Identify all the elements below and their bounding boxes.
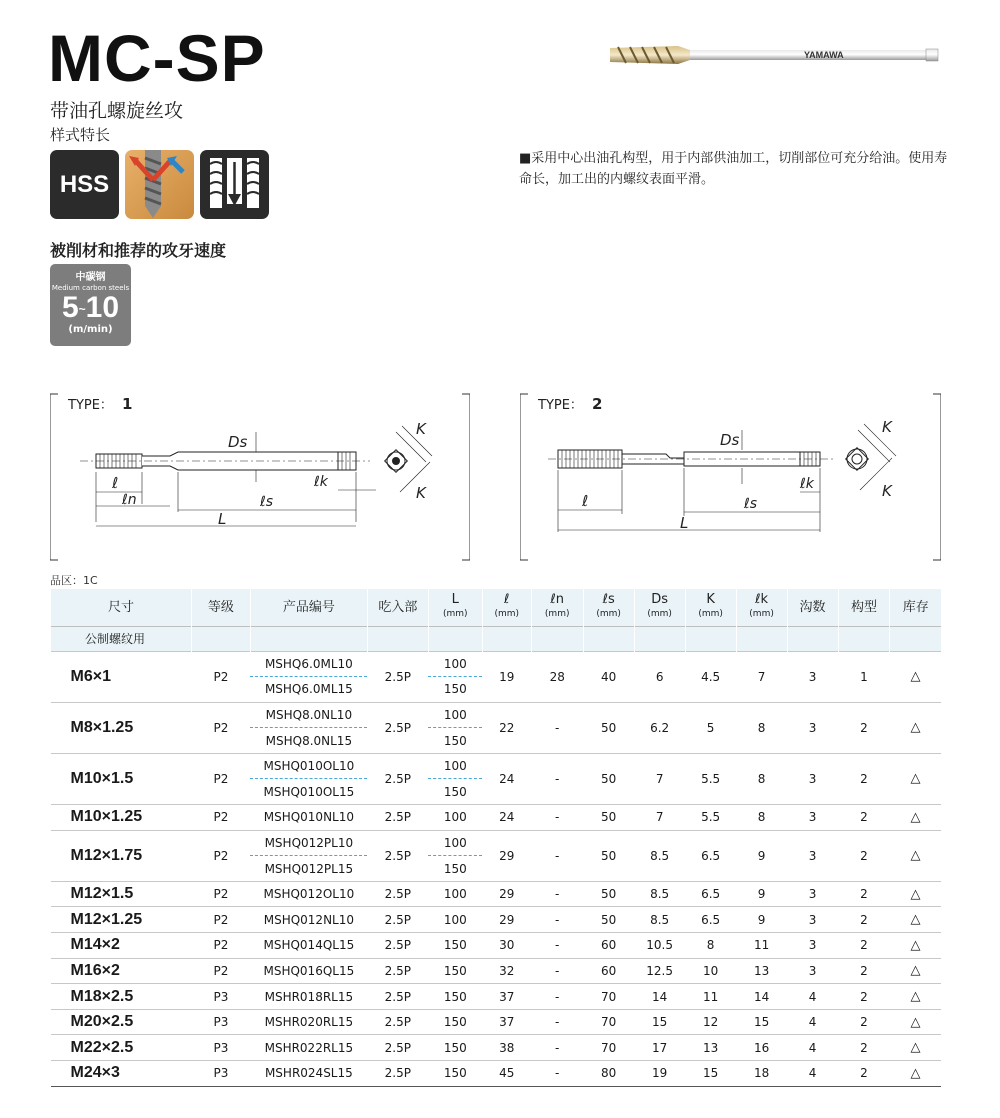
shank-length-cell: 60 — [583, 933, 634, 959]
dim2-k-bottom: K — [882, 482, 892, 500]
square-length-cell: 7 — [736, 651, 787, 702]
speed-value: 5~10 — [61, 291, 120, 324]
chamfer-cell: 2.5P — [367, 805, 428, 831]
chamfer-cell: 2.5P — [367, 933, 428, 959]
chamfer-cell: 2.5P — [367, 984, 428, 1010]
neck-length-cell: - — [531, 984, 583, 1010]
neck-length-cell: - — [531, 753, 583, 804]
square-length-cell: 9 — [736, 830, 787, 881]
grade-cell: P2 — [191, 830, 250, 881]
shank-length-cell: 50 — [583, 702, 634, 753]
dim-ln: ℓn — [122, 492, 137, 508]
flutes-cell: 3 — [787, 830, 838, 881]
grade-cell: P2 — [191, 702, 250, 753]
stock-cell: △ — [890, 907, 941, 933]
grade-cell: P3 — [191, 1035, 250, 1061]
product-code-cell: MSHQ014QL15 — [250, 933, 367, 959]
product-code-cell: MSHQ010OL15 — [250, 779, 367, 805]
flutes-cell: 3 — [787, 651, 838, 702]
flutes-cell: 4 — [787, 984, 838, 1010]
thread-length-cell: 22 — [482, 702, 531, 753]
square-cell: 6.5 — [685, 907, 736, 933]
shank-length-cell: 70 — [583, 1009, 634, 1035]
chamfer-cell: 2.5P — [367, 1035, 428, 1061]
product-code-cell: MSHR022RL15 — [250, 1035, 367, 1061]
size-cell: M6×1 — [51, 651, 192, 702]
size-cell: M12×1.75 — [51, 830, 192, 881]
brand-text: YAMAWA — [804, 50, 844, 60]
hss-icon — [50, 150, 119, 219]
square-cell: 4.5 — [685, 651, 736, 702]
speed-unit: (m/min) — [68, 324, 113, 336]
shank-dia-cell: 6 — [634, 651, 685, 702]
table-row — [51, 958, 942, 984]
type2-number: 2 — [592, 395, 603, 413]
shank-length-cell: 70 — [583, 1035, 634, 1061]
shank-dia-cell: 8.5 — [634, 881, 685, 907]
length-cell: 100 — [428, 651, 482, 677]
length-cell: 150 — [428, 958, 482, 984]
type-cell: 2 — [838, 881, 890, 907]
column-header: ℓk (mm) — [736, 589, 787, 626]
stock-cell: △ — [890, 1009, 941, 1035]
chamfer-cell: 2.5P — [367, 958, 428, 984]
type-cell: 2 — [838, 805, 890, 831]
flutes-cell: 3 — [787, 881, 838, 907]
dim2-lk: ℓk — [800, 476, 814, 492]
thread-length-cell: 32 — [482, 958, 531, 984]
shank-dia-cell: 7 — [634, 753, 685, 804]
type-cell: 2 — [838, 1009, 890, 1035]
chamfer-cell: 2.5P — [367, 907, 428, 933]
table-row — [51, 1035, 942, 1061]
dim2-k-top: K — [882, 418, 892, 436]
thread-length-cell: 38 — [482, 1035, 531, 1061]
product-tier: 品区：1C — [50, 574, 98, 587]
thread-length-cell: 29 — [482, 830, 531, 881]
flutes-cell: 4 — [787, 1035, 838, 1061]
product-code-cell: MSHQ010NL10 — [250, 805, 367, 831]
chamfer-cell: 2.5P — [367, 1061, 428, 1087]
flutes-cell: 3 — [787, 805, 838, 831]
type-cell: 2 — [838, 702, 890, 753]
type-cell: 2 — [838, 830, 890, 881]
flutes-cell: 3 — [787, 933, 838, 959]
length-cell: 100 — [428, 881, 482, 907]
chamfer-cell: 2.5P — [367, 881, 428, 907]
flutes-cell: 3 — [787, 753, 838, 804]
column-header: ℓs (mm) — [583, 589, 634, 626]
column-header: ℓ (mm) — [482, 589, 531, 626]
column-header: Ds (mm) — [634, 589, 685, 626]
table-row — [51, 753, 942, 779]
grade-cell: P2 — [191, 881, 250, 907]
stock-cell: △ — [890, 830, 941, 881]
square-length-cell: 9 — [736, 907, 787, 933]
square-cell: 13 — [685, 1035, 736, 1061]
length-cell: 150 — [428, 1009, 482, 1035]
length-cell: 100 — [428, 805, 482, 831]
thread-length-cell: 24 — [482, 805, 531, 831]
shank-length-cell: 60 — [583, 958, 634, 984]
product-style: 样式特长 — [50, 126, 111, 144]
column-header: ℓn (mm) — [531, 589, 583, 626]
stock-cell: △ — [890, 933, 941, 959]
column-header: K (mm) — [685, 589, 736, 626]
flutes-cell: 3 — [787, 907, 838, 933]
shank-length-cell: 50 — [583, 805, 634, 831]
square-length-cell: 14 — [736, 984, 787, 1010]
dim-ds: Ds — [228, 433, 248, 451]
type2-label: TYPE： — [538, 398, 583, 413]
length-cell: 150 — [428, 779, 482, 805]
grade-cell: P2 — [191, 907, 250, 933]
square-cell: 6.5 — [685, 881, 736, 907]
hss-label: HSS — [59, 170, 110, 198]
square-length-cell: 8 — [736, 702, 787, 753]
product-code-cell: MSHQ6.0ML15 — [250, 677, 367, 703]
shank-dia-cell: 17 — [634, 1035, 685, 1061]
neck-length-cell: - — [531, 958, 583, 984]
thread-length-cell: 30 — [482, 933, 531, 959]
square-length-cell: 8 — [736, 753, 787, 804]
stock-cell: △ — [890, 805, 941, 831]
table-row — [51, 984, 942, 1010]
flutes-cell: 3 — [787, 958, 838, 984]
stock-cell: △ — [890, 958, 941, 984]
length-cell: 100 — [428, 830, 482, 856]
shank-dia-cell: 8.5 — [634, 830, 685, 881]
neck-length-cell: - — [531, 830, 583, 881]
shank-length-cell: 80 — [583, 1061, 634, 1087]
size-cell: M16×2 — [51, 958, 192, 984]
stock-cell: △ — [890, 984, 941, 1010]
spec-table — [50, 589, 941, 1087]
stock-cell: △ — [890, 881, 941, 907]
flutes-cell: 4 — [787, 1009, 838, 1035]
square-length-cell: 11 — [736, 933, 787, 959]
table-group-row — [51, 626, 942, 651]
length-cell: 150 — [428, 728, 482, 754]
product-code-cell: MSHQ012NL10 — [250, 907, 367, 933]
thread-length-cell: 45 — [482, 1061, 531, 1087]
size-cell: M12×1.5 — [51, 881, 192, 907]
size-cell: M14×2 — [51, 933, 192, 959]
stock-cell: △ — [890, 753, 941, 804]
neck-length-cell: - — [531, 702, 583, 753]
square-cell: 5.5 — [685, 753, 736, 804]
size-cell: M8×1.25 — [51, 702, 192, 753]
grade-cell: P2 — [191, 651, 250, 702]
length-cell: 150 — [428, 933, 482, 959]
speed-badge — [50, 264, 131, 346]
tap-product-image — [608, 40, 940, 70]
product-model-title: MC-SP — [48, 21, 266, 95]
neck-length-cell: - — [531, 805, 583, 831]
product-code-cell: MSHR024SL15 — [250, 1061, 367, 1087]
shank-dia-cell: 15 — [634, 1009, 685, 1035]
neck-length-cell: - — [531, 1009, 583, 1035]
grade-cell: P3 — [191, 1061, 250, 1087]
product-description: ■采用中心出油孔构型，用于内部供油加工，切削部位可充分给油。使用寿命长，加工出的内螺纹表面平滑。 — [519, 151, 948, 187]
square-cell: 10 — [685, 958, 736, 984]
square-length-cell: 13 — [736, 958, 787, 984]
shank-length-cell: 50 — [583, 830, 634, 881]
chamfer-cell: 2.5P — [367, 1009, 428, 1035]
neck-length-cell: - — [531, 1035, 583, 1061]
material-cn: 中碳钢 — [75, 272, 106, 283]
shank-dia-cell: 12.5 — [634, 958, 685, 984]
table-header-row — [51, 589, 942, 626]
neck-length-cell: - — [531, 907, 583, 933]
square-cell: 12 — [685, 1009, 736, 1035]
square-length-cell: 18 — [736, 1061, 787, 1087]
size-cell: M24×3 — [51, 1061, 192, 1087]
dim2-L: L — [680, 514, 689, 532]
length-cell: 100 — [428, 907, 482, 933]
shank-dia-cell: 14 — [634, 984, 685, 1010]
dim2-ls: ℓs — [744, 496, 758, 512]
length-cell: 100 — [428, 702, 482, 728]
column-header: 沟数 — [787, 589, 838, 626]
product-code-cell: MSHQ012PL15 — [250, 856, 367, 882]
length-cell: 150 — [428, 856, 482, 882]
neck-length-cell: - — [531, 881, 583, 907]
size-cell: M20×2.5 — [51, 1009, 192, 1035]
column-header: 等级 — [191, 589, 250, 626]
dim2-ds: Ds — [720, 431, 740, 449]
feature-icons — [50, 150, 269, 219]
product-code-cell: MSHQ016QL15 — [250, 958, 367, 984]
length-cell: 150 — [428, 1035, 482, 1061]
stock-cell: △ — [890, 1061, 941, 1087]
length-cell: 150 — [428, 984, 482, 1010]
size-cell: M12×1.25 — [51, 907, 192, 933]
type-cell: 1 — [838, 651, 890, 702]
type1-diagram — [50, 392, 470, 562]
table-row — [51, 933, 942, 959]
square-cell: 5.5 — [685, 805, 736, 831]
shank-length-cell: 40 — [583, 651, 634, 702]
product-code-cell: MSHQ6.0ML10 — [250, 651, 367, 677]
shank-length-cell: 50 — [583, 881, 634, 907]
shank-dia-cell: 19 — [634, 1061, 685, 1087]
thread-length-cell: 19 — [482, 651, 531, 702]
stock-cell: △ — [890, 1035, 941, 1061]
product-name: 带油孔螺旋丝攻 — [50, 100, 184, 122]
neck-length-cell: - — [531, 933, 583, 959]
chamfer-cell: 2.5P — [367, 651, 428, 702]
size-cell: M18×2.5 — [51, 984, 192, 1010]
product-code-cell: MSHQ012OL10 — [250, 881, 367, 907]
type-cell: 2 — [838, 933, 890, 959]
type-cell: 2 — [838, 958, 890, 984]
product-code-cell: MSHQ8.0NL15 — [250, 728, 367, 754]
size-cell: M10×1.5 — [51, 753, 192, 804]
group-label: 公制螺纹用 — [51, 626, 192, 651]
stock-cell: △ — [890, 651, 941, 702]
grade-cell: P2 — [191, 753, 250, 804]
table-row — [51, 881, 942, 907]
square-cell: 15 — [685, 1061, 736, 1087]
neck-length-cell: - — [531, 1061, 583, 1087]
dim-k-bottom: K — [416, 484, 426, 502]
thread-length-cell: 37 — [482, 1009, 531, 1035]
column-header: 构型 — [838, 589, 890, 626]
shank-length-cell: 50 — [583, 753, 634, 804]
product-code-cell: MSHQ010OL10 — [250, 753, 367, 779]
grade-cell: P2 — [191, 958, 250, 984]
size-cell: M22×2.5 — [51, 1035, 192, 1061]
table-row — [51, 651, 942, 677]
type1-number: 1 — [122, 395, 133, 413]
length-cell: 150 — [428, 1061, 482, 1087]
type-cell: 2 — [838, 907, 890, 933]
column-header: 产品编号 — [250, 589, 367, 626]
speed-section-title: 被削材和推荐的攻牙速度 — [50, 241, 227, 260]
type-cell: 2 — [838, 984, 890, 1010]
product-code-cell: MSHR018RL15 — [250, 984, 367, 1010]
thread-length-cell: 29 — [482, 881, 531, 907]
type-cell: 2 — [838, 1035, 890, 1061]
type1-label: TYPE： — [68, 398, 113, 413]
shank-dia-cell: 10.5 — [634, 933, 685, 959]
square-cell: 6.5 — [685, 830, 736, 881]
table-row — [51, 907, 942, 933]
oil-hole-icon — [125, 150, 194, 219]
dim-L: L — [218, 510, 227, 528]
type2-diagram — [520, 392, 941, 562]
type-cell: 2 — [838, 1061, 890, 1087]
dim2-l: ℓ — [582, 492, 589, 510]
dim-k-top: K — [416, 420, 426, 438]
column-header: 尺寸 — [51, 589, 192, 626]
thread-length-cell: 24 — [482, 753, 531, 804]
shank-dia-cell: 7 — [634, 805, 685, 831]
type-cell: 2 — [838, 753, 890, 804]
neck-length-cell: 28 — [531, 651, 583, 702]
column-header: L (mm) — [428, 589, 482, 626]
chamfer-cell: 2.5P — [367, 830, 428, 881]
product-code-cell: MSHQ8.0NL10 — [250, 702, 367, 728]
shank-length-cell: 50 — [583, 907, 634, 933]
shank-dia-cell: 8.5 — [634, 907, 685, 933]
product-code-cell: MSHQ012PL10 — [250, 830, 367, 856]
flutes-cell: 3 — [787, 702, 838, 753]
square-cell: 5 — [685, 702, 736, 753]
dim-lk: ℓk — [314, 474, 328, 490]
table-row — [51, 1061, 942, 1087]
grade-cell: P3 — [191, 1009, 250, 1035]
chamfer-cell: 2.5P — [367, 702, 428, 753]
table-row — [51, 702, 942, 728]
square-cell: 8 — [685, 933, 736, 959]
column-header: 库存 — [890, 589, 941, 626]
square-length-cell: 9 — [736, 881, 787, 907]
table-row — [51, 805, 942, 831]
shank-length-cell: 70 — [583, 984, 634, 1010]
material-en: Medium carbon steels — [51, 284, 130, 292]
grade-cell: P3 — [191, 984, 250, 1010]
square-length-cell: 8 — [736, 805, 787, 831]
thread-length-cell: 37 — [482, 984, 531, 1010]
size-cell: M10×1.25 — [51, 805, 192, 831]
length-cell: 150 — [428, 677, 482, 703]
spiral-flute-icon — [200, 150, 269, 219]
table-row — [51, 830, 942, 856]
chamfer-cell: 2.5P — [367, 753, 428, 804]
column-header: 吃入部 — [367, 589, 428, 626]
table-row — [51, 1009, 942, 1035]
square-length-cell: 15 — [736, 1009, 787, 1035]
product-code-cell: MSHR020RL15 — [250, 1009, 367, 1035]
shank-dia-cell: 6.2 — [634, 702, 685, 753]
dim-ls: ℓs — [260, 494, 274, 510]
dim-l: ℓ — [112, 474, 119, 492]
square-cell: 11 — [685, 984, 736, 1010]
grade-cell: P2 — [191, 805, 250, 831]
square-length-cell: 16 — [736, 1035, 787, 1061]
length-cell: 100 — [428, 753, 482, 779]
thread-length-cell: 29 — [482, 907, 531, 933]
flutes-cell: 4 — [787, 1061, 838, 1087]
grade-cell: P2 — [191, 933, 250, 959]
stock-cell: △ — [890, 702, 941, 753]
